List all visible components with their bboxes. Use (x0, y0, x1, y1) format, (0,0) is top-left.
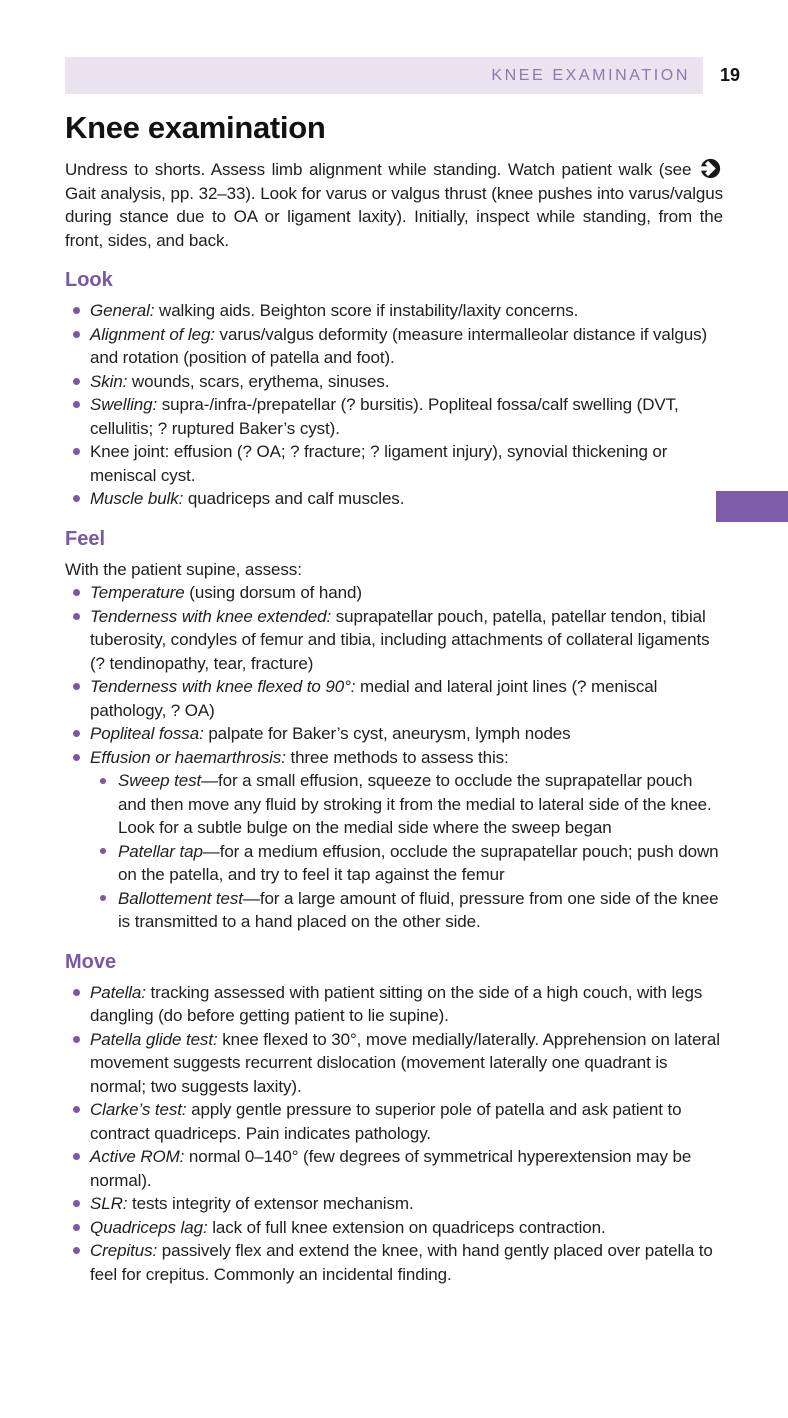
running-header-bar (65, 57, 703, 94)
item-text: walking aids. Beighton score if instability/laxity concerns. (154, 301, 579, 320)
list-item-temperature (65, 581, 723, 605)
item-lead: Temperature (90, 583, 185, 602)
item-text: suprapatellar pouch, patella, patellar tendon, tibial tuberosity, condyles of femur and tibia, including attachments of collateral ligaments (? tendinopathy, tear, fracture) (90, 606, 710, 673)
item-text: Knee joint: effusion (? OA; ? fracture; ? ligament injury), synovial thickening or meniscal cyst. (90, 442, 668, 485)
item-text: —for a small effusion, squeeze to occlude the suprapatellar pouch and then move any fluid by stroking it from the medial to lateral side of the knee. Look for a subtle bulge on the medial side where the sweep began (118, 771, 712, 837)
item-lead: Swelling: (90, 395, 158, 414)
sub-item-sweep-test (93, 769, 723, 840)
list-item-muscle-bulk (65, 487, 723, 511)
item-lead: General: (90, 301, 155, 320)
cross-reference-arrow-icon (700, 158, 721, 179)
look-list (65, 299, 723, 511)
item-text: palpate for Baker’s cyst, aneurysm, lymph nodes (203, 724, 571, 743)
list-item-general (65, 299, 723, 323)
item-lead: Tenderness with knee flexed to 90°: (90, 677, 356, 696)
item-lead: Patellar tap (118, 841, 203, 861)
list-item-skin (65, 370, 723, 394)
item-text: three methods to assess this: (285, 747, 509, 767)
list-item-tenderness-flexed (65, 675, 723, 722)
item-lead: Tenderness with knee extended: (90, 606, 332, 626)
item-lead: Clarke’s test: (90, 1100, 187, 1119)
page-number: 19 (720, 65, 741, 85)
item-lead: Crepitus: (90, 1241, 158, 1260)
list-item-tenderness-extended (65, 605, 723, 676)
item-text: —for a medium effusion, occlude the suprapatellar pouch; push down on the patella, and try to feel it tap against the femur (118, 841, 719, 884)
item-lead: Active ROM: (90, 1147, 185, 1166)
item-lead: SLR: (90, 1194, 128, 1213)
list-item-active-rom (65, 1145, 723, 1192)
list-item-clarkes-test (65, 1098, 723, 1145)
item-text: knee flexed to 30°, move medially/laterally. Apprehension on lateral movement suggests recurrent dislocation (movement laterally one quadrant is normal; two suggests laxity). (90, 1029, 720, 1096)
item-text: supra-/infra-/prepatellar (? bursitis). Popliteal fossa/calf swelling (DVT, cellulitis; ? ruptured Baker’s cyst). (90, 395, 679, 438)
list-item-quadriceps-lag (65, 1216, 723, 1240)
item-lead: Quadriceps lag: (90, 1217, 208, 1237)
item-text: normal 0–140° (few degrees of symmetrical hyperextension may be normal). (90, 1147, 692, 1190)
item-text: passively flex and extend the knee, with hand gently placed over patella to feel for crepitus. Commonly an incidental finding. (90, 1241, 713, 1284)
item-text: tests integrity of extensor mechanism. (127, 1194, 414, 1213)
list-item-popliteal-fossa (65, 722, 723, 746)
item-lead: Skin: (90, 371, 128, 391)
list-item-alignment-of-leg (65, 323, 723, 370)
page-content (65, 110, 723, 1286)
item-text: —for a large amount of fluid, pressure from one side of the knee is transmitted to a hand placed on the other side. (118, 888, 719, 931)
item-lead: Effusion or haemarthrosis: (90, 747, 286, 767)
section-heading-look: Look (65, 269, 113, 291)
intro-text-after: Gait analysis, pp. 32–33). Look for varus or valgus thrust (knee pushes into varus/valgus during stance due to OA or ligament laxity). Initially, inspect while standing, from the front, sides, and back. (65, 183, 723, 250)
item-text: medial and lateral joint lines (? meniscal pathology, ? OA) (90, 677, 658, 720)
item-lead: Patella: (90, 982, 146, 1002)
list-item-crepitus (65, 1239, 723, 1286)
sub-item-ballottement-test (93, 887, 723, 934)
item-lead: Patella glide test: (90, 1029, 218, 1049)
list-item-patella-glide-test (65, 1028, 723, 1099)
chapter-thumb-tab (716, 491, 788, 522)
effusion-methods-list (90, 769, 723, 934)
item-lead: Alignment of leg: (90, 324, 215, 344)
item-lead: Sweep test (118, 771, 202, 790)
item-text: varus/valgus deformity (measure intermalleolar distance if valgus) and rotation (position of patella and foot). (90, 324, 708, 367)
section-heading-move: Move (65, 950, 117, 973)
item-lead: Ballottement test (118, 888, 243, 908)
item-text: apply gentle pressure to superior pole of patella and ask patient to contract quadriceps. Pain indicates pathology. (90, 1100, 682, 1143)
item-lead: Popliteal fossa: (90, 724, 204, 743)
feel-list (65, 581, 723, 934)
intro-paragraph (65, 158, 723, 252)
item-lead: Muscle bulk: (90, 489, 184, 508)
page-title: Knee examination (65, 110, 326, 145)
move-list (65, 981, 723, 1287)
item-text: wounds, scars, erythema, sinuses. (127, 371, 390, 391)
list-item-slr (65, 1192, 723, 1216)
item-text: lack of full knee extension on quadriceps contraction. (207, 1217, 606, 1237)
list-item-patella (65, 981, 723, 1028)
sub-item-patellar-tap (93, 840, 723, 887)
section-heading-feel: Feel (65, 527, 106, 550)
list-item-effusion (65, 746, 723, 934)
list-item-knee-joint (65, 440, 723, 487)
intro-text-before: Undress to shorts. Assess limb alignment while standing. Watch patient walk (see (65, 160, 692, 179)
running-title: KNEE EXAMINATION (491, 66, 690, 84)
item-text: (using dorsum of hand) (184, 583, 362, 602)
item-text: tracking assessed with patient sitting on the side of a high couch, with legs dangling (do before getting patient to lie supine). (90, 982, 703, 1025)
page-header (65, 57, 788, 94)
list-item-swelling (65, 393, 723, 440)
item-text: quadriceps and calf muscles. (183, 489, 405, 508)
feel-section-intro: With the patient supine, assess: (65, 559, 302, 579)
